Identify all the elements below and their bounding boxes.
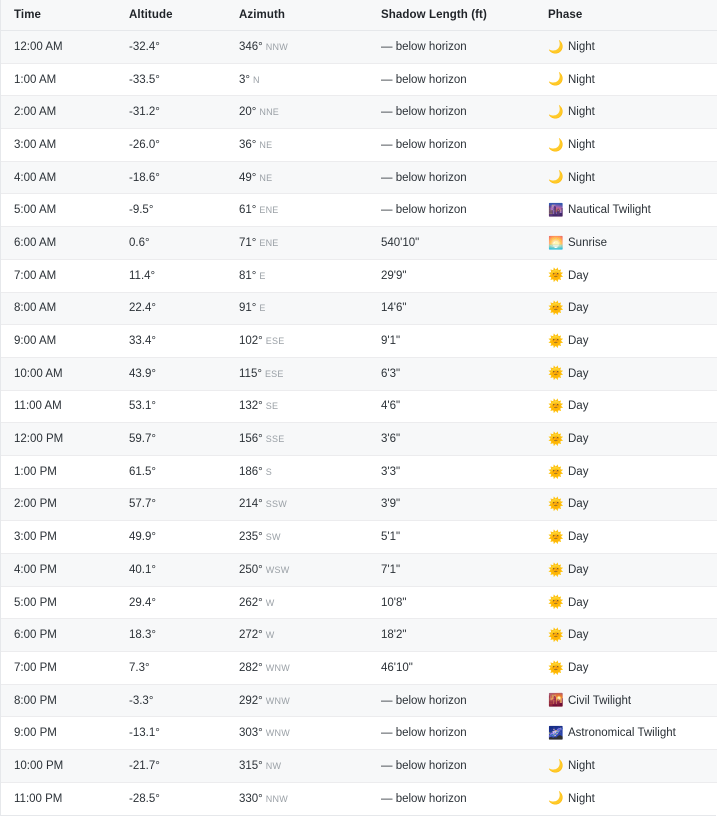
column-header-azimuth[interactable]: Azimuth [226, 0, 368, 31]
azimuth-direction: E [259, 303, 266, 314]
astronomical-twilight-icon: 🌌 [548, 726, 564, 741]
column-header-phase[interactable]: Phase [535, 0, 717, 31]
cell-azimuth [226, 357, 368, 390]
table-row [1, 554, 717, 587]
cell-time: 11:00 PM [1, 782, 116, 814]
cell-time: 1:00 PM [1, 455, 116, 488]
night-icon: 🌙 [548, 39, 564, 54]
cell-time: 1:00 AM [1, 63, 116, 96]
cell-altitude: -31.2° [116, 96, 226, 129]
table-body [1, 31, 717, 815]
phase-label: Day [568, 661, 589, 674]
night-icon: 🌙 [548, 72, 564, 87]
azimuth-direction: WNW [265, 695, 290, 706]
day-icon: 🌞 [548, 268, 564, 283]
column-header-altitude[interactable]: Altitude [116, 0, 226, 31]
table-row [1, 521, 717, 554]
azimuth-degrees: 250° [239, 563, 263, 576]
azimuth-direction: ENE [259, 205, 279, 216]
table-row [1, 750, 717, 783]
table-row [1, 423, 717, 456]
azimuth-direction: SSE [265, 434, 285, 445]
azimuth-degrees: 36° [239, 138, 257, 151]
night-icon: 🌙 [548, 791, 564, 806]
cell-shadow-length: 3'9" [368, 488, 535, 521]
cell-shadow-below-horizon: — below horizon [368, 31, 535, 64]
cell-phase [535, 292, 717, 325]
azimuth-degrees: 71° [239, 236, 257, 249]
azimuth-degrees: 20° [239, 106, 257, 119]
phase-label: Day [568, 629, 589, 642]
azimuth-direction: SSW [265, 499, 287, 510]
cell-azimuth [226, 619, 368, 652]
cell-altitude: 40.1° [116, 554, 226, 587]
azimuth-direction: N [253, 74, 260, 85]
table-row [1, 129, 717, 162]
table-row [1, 292, 717, 325]
phase-label: Sunrise [568, 236, 607, 249]
azimuth-degrees: 235° [239, 531, 263, 544]
civil-twilight-icon: 🌇 [548, 693, 564, 708]
table-row [1, 227, 717, 260]
phase-label: Day [568, 302, 589, 315]
cell-azimuth [226, 129, 368, 162]
cell-phase [535, 325, 717, 358]
phase-cell [548, 662, 717, 675]
table-row [1, 717, 717, 750]
cell-phase [535, 390, 717, 423]
cell-shadow-below-horizon: — below horizon [368, 194, 535, 227]
table-row [1, 161, 717, 194]
azimuth-direction: ENE [259, 237, 279, 248]
phase-label: Day [568, 400, 589, 413]
table-row [1, 194, 717, 227]
phase-label: Day [568, 465, 589, 478]
cell-shadow-below-horizon: — below horizon [368, 750, 535, 783]
cell-altitude: 22.4° [116, 292, 226, 325]
cell-time: 10:00 PM [1, 750, 116, 783]
cell-time: 3:00 AM [1, 129, 116, 162]
cell-time: 2:00 PM [1, 488, 116, 521]
cell-shadow-length: 29'9" [368, 259, 535, 292]
cell-phase [535, 652, 717, 685]
cell-time: 6:00 AM [1, 227, 116, 260]
phase-label: Day [568, 498, 589, 511]
cell-altitude: 49.9° [116, 521, 226, 554]
phase-cell [548, 792, 717, 805]
solar-position-table [1, 0, 717, 815]
cell-altitude: -21.7° [116, 750, 226, 783]
table-row [1, 782, 717, 814]
cell-shadow-length: 7'1" [368, 554, 535, 587]
azimuth-degrees: 49° [239, 171, 257, 184]
day-icon: 🌞 [548, 562, 564, 577]
azimuth-degrees: 91° [239, 302, 257, 315]
azimuth-direction: SE [265, 401, 279, 412]
cell-azimuth [226, 455, 368, 488]
cell-shadow-below-horizon: — below horizon [368, 63, 535, 96]
azimuth-degrees: 282° [239, 661, 263, 674]
phase-label: Night [568, 40, 595, 53]
day-icon: 🌞 [548, 627, 564, 642]
cell-altitude: 61.5° [116, 455, 226, 488]
azimuth-direction: E [259, 270, 266, 281]
phase-cell [548, 302, 717, 315]
phase-cell [548, 433, 717, 446]
table-row [1, 325, 717, 358]
cell-shadow-below-horizon: — below horizon [368, 129, 535, 162]
cell-time: 5:00 PM [1, 586, 116, 619]
cell-altitude: 18.3° [116, 619, 226, 652]
cell-altitude: 59.7° [116, 423, 226, 456]
cell-altitude: 43.9° [116, 357, 226, 390]
azimuth-degrees: 186° [239, 465, 263, 478]
cell-azimuth [226, 652, 368, 685]
azimuth-direction: NNW [265, 41, 288, 52]
cell-time: 5:00 AM [1, 194, 116, 227]
cell-azimuth [226, 259, 368, 292]
cell-shadow-length: 14'6" [368, 292, 535, 325]
table-row [1, 619, 717, 652]
day-icon: 🌞 [548, 333, 564, 348]
cell-phase [535, 129, 717, 162]
phase-label: Day [568, 563, 589, 576]
cell-phase [535, 227, 717, 260]
cell-shadow-below-horizon: — below horizon [368, 161, 535, 194]
cell-azimuth [226, 717, 368, 750]
phase-cell [548, 73, 717, 86]
phase-cell [548, 596, 717, 609]
phase-cell [548, 237, 717, 250]
phase-label: Night [568, 759, 595, 772]
phase-cell [548, 106, 717, 119]
cell-shadow-length: 540'10" [368, 227, 535, 260]
phase-label: Civil Twilight [568, 694, 632, 707]
cell-shadow-length: 46'10" [368, 652, 535, 685]
cell-azimuth [226, 586, 368, 619]
cell-altitude: -13.1° [116, 717, 226, 750]
cell-azimuth [226, 292, 368, 325]
cell-altitude: -3.3° [116, 684, 226, 717]
phase-cell [548, 400, 717, 413]
cell-azimuth [226, 96, 368, 129]
cell-azimuth [226, 63, 368, 96]
azimuth-degrees: 315° [239, 759, 263, 772]
cell-altitude: 53.1° [116, 390, 226, 423]
table-row [1, 31, 717, 64]
table-row [1, 357, 717, 390]
cell-phase [535, 488, 717, 521]
cell-altitude: 7.3° [116, 652, 226, 685]
cell-time: 6:00 PM [1, 619, 116, 652]
night-icon: 🌙 [548, 137, 564, 152]
azimuth-direction: W [265, 597, 275, 608]
cell-altitude: -26.0° [116, 129, 226, 162]
cell-phase [535, 455, 717, 488]
azimuth-degrees: 303° [239, 727, 263, 740]
cell-time: 7:00 AM [1, 259, 116, 292]
phase-cell [548, 269, 717, 282]
table-row [1, 63, 717, 96]
phase-label: Day [568, 335, 589, 348]
phase-cell [548, 139, 717, 152]
azimuth-direction: WNW [265, 728, 290, 739]
table-row [1, 652, 717, 685]
cell-shadow-length: 9'1" [368, 325, 535, 358]
azimuth-degrees: 262° [239, 596, 263, 609]
cell-time: 7:00 PM [1, 652, 116, 685]
cell-shadow-length: 18'2" [368, 619, 535, 652]
azimuth-direction: NW [265, 760, 282, 771]
azimuth-direction: NNE [259, 107, 279, 118]
phase-label: Night [568, 73, 595, 86]
azimuth-degrees: 272° [239, 629, 263, 642]
day-icon: 🌞 [548, 529, 564, 544]
table-header [1, 0, 717, 31]
table-row [1, 586, 717, 619]
azimuth-direction: ESE [265, 336, 285, 347]
day-icon: 🌞 [548, 660, 564, 675]
cell-time: 10:00 AM [1, 357, 116, 390]
cell-shadow-length: 3'3" [368, 455, 535, 488]
cell-phase [535, 782, 717, 814]
cell-phase [535, 31, 717, 64]
cell-time: 8:00 PM [1, 684, 116, 717]
azimuth-direction: W [265, 630, 275, 641]
cell-phase [535, 357, 717, 390]
day-icon: 🌞 [548, 464, 564, 479]
table-header-row [1, 0, 717, 31]
cell-altitude: 29.4° [116, 586, 226, 619]
nautical-twilight-icon: 🌆 [548, 203, 564, 218]
cell-time: 12:00 AM [1, 31, 116, 64]
azimuth-degrees: 3° [239, 73, 250, 86]
table-row [1, 488, 717, 521]
phase-cell [548, 498, 717, 511]
cell-shadow-below-horizon: — below horizon [368, 96, 535, 129]
cell-shadow-length: 3'6" [368, 423, 535, 456]
cell-phase [535, 586, 717, 619]
cell-phase [535, 619, 717, 652]
day-icon: 🌞 [548, 497, 564, 512]
night-icon: 🌙 [548, 170, 564, 185]
phase-cell [548, 564, 717, 577]
cell-shadow-below-horizon: — below horizon [368, 782, 535, 814]
cell-altitude: 33.4° [116, 325, 226, 358]
azimuth-direction: NNW [265, 793, 288, 804]
phase-cell [548, 629, 717, 642]
cell-phase [535, 554, 717, 587]
cell-azimuth [226, 161, 368, 194]
phase-cell [548, 694, 717, 707]
azimuth-degrees: 330° [239, 792, 263, 805]
azimuth-direction: NE [259, 172, 273, 183]
cell-phase [535, 717, 717, 750]
cell-altitude: -33.5° [116, 63, 226, 96]
azimuth-degrees: 81° [239, 269, 257, 282]
cell-altitude: 11.4° [116, 259, 226, 292]
cell-azimuth [226, 390, 368, 423]
azimuth-direction: SW [265, 532, 281, 543]
cell-azimuth [226, 684, 368, 717]
cell-azimuth [226, 31, 368, 64]
phase-label: Day [568, 596, 589, 609]
day-icon: 🌞 [548, 366, 564, 381]
cell-time: 3:00 PM [1, 521, 116, 554]
day-icon: 🌞 [548, 431, 564, 446]
cell-azimuth [226, 227, 368, 260]
cell-time: 8:00 AM [1, 292, 116, 325]
phase-label: Night [568, 171, 595, 184]
cell-phase [535, 521, 717, 554]
cell-azimuth [226, 488, 368, 521]
cell-time: 12:00 PM [1, 423, 116, 456]
cell-shadow-below-horizon: — below horizon [368, 717, 535, 750]
cell-time: 4:00 PM [1, 554, 116, 587]
day-icon: 🌞 [548, 595, 564, 610]
phase-label: Astronomical Twilight [568, 727, 676, 740]
phase-label: Day [568, 367, 589, 380]
cell-time: 9:00 AM [1, 325, 116, 358]
cell-altitude: 57.7° [116, 488, 226, 521]
cell-azimuth [226, 325, 368, 358]
phase-label: Night [568, 792, 595, 805]
cell-phase [535, 161, 717, 194]
night-icon: 🌙 [548, 758, 564, 773]
cell-phase [535, 63, 717, 96]
azimuth-direction: S [265, 466, 272, 477]
cell-phase [535, 684, 717, 717]
azimuth-direction: ESE [264, 368, 284, 379]
table-row [1, 96, 717, 129]
azimuth-direction: WNW [265, 662, 290, 673]
cell-azimuth [226, 194, 368, 227]
cell-phase [535, 423, 717, 456]
phase-cell [548, 171, 717, 184]
cell-phase [535, 194, 717, 227]
day-icon: 🌞 [548, 301, 564, 316]
phase-cell [548, 760, 717, 773]
table-row [1, 390, 717, 423]
cell-shadow-length: 4'6" [368, 390, 535, 423]
azimuth-degrees: 214° [239, 498, 263, 511]
phase-label: Night [568, 106, 595, 119]
cell-altitude: -18.6° [116, 161, 226, 194]
cell-phase [535, 259, 717, 292]
azimuth-degrees: 156° [239, 433, 263, 446]
table-row [1, 455, 717, 488]
cell-shadow-length: 5'1" [368, 521, 535, 554]
cell-altitude: 0.6° [116, 227, 226, 260]
phase-cell [548, 466, 717, 479]
phase-label: Day [568, 531, 589, 544]
column-header-shadow-length[interactable]: Shadow Length (ft) [368, 0, 535, 31]
table-row [1, 259, 717, 292]
azimuth-degrees: 132° [239, 400, 263, 413]
phase-cell [548, 531, 717, 544]
table-row [1, 684, 717, 717]
cell-phase [535, 96, 717, 129]
day-icon: 🌞 [548, 399, 564, 414]
azimuth-direction: WSW [265, 564, 290, 575]
cell-altitude: -32.4° [116, 31, 226, 64]
cell-azimuth [226, 423, 368, 456]
azimuth-degrees: 102° [239, 335, 263, 348]
azimuth-degrees: 292° [239, 694, 263, 707]
cell-shadow-length: 10'8" [368, 586, 535, 619]
azimuth-degrees: 115° [239, 367, 262, 380]
phase-label: Day [568, 433, 589, 446]
phase-cell [548, 335, 717, 348]
phase-cell [548, 727, 717, 740]
azimuth-degrees: 346° [239, 40, 263, 53]
phase-label: Nautical Twilight [568, 204, 651, 217]
sunrise-icon: 🌅 [548, 235, 564, 250]
azimuth-direction: NE [259, 139, 273, 150]
cell-time: 9:00 PM [1, 717, 116, 750]
phase-cell [548, 41, 717, 54]
cell-azimuth [226, 750, 368, 783]
cell-azimuth [226, 554, 368, 587]
cell-shadow-below-horizon: — below horizon [368, 684, 535, 717]
cell-time: 2:00 AM [1, 96, 116, 129]
cell-azimuth [226, 782, 368, 814]
azimuth-degrees: 61° [239, 204, 257, 217]
night-icon: 🌙 [548, 104, 564, 119]
cell-time: 11:00 AM [1, 390, 116, 423]
cell-shadow-length: 6'3" [368, 357, 535, 390]
phase-label: Day [568, 269, 589, 282]
phase-cell [548, 367, 717, 380]
cell-altitude: -28.5° [116, 782, 226, 814]
cell-azimuth [226, 521, 368, 554]
phase-cell [548, 204, 717, 217]
column-header-time[interactable]: Time [1, 0, 116, 31]
cell-altitude: -9.5° [116, 194, 226, 227]
cell-phase [535, 750, 717, 783]
phase-label: Night [568, 138, 595, 151]
cell-time: 4:00 AM [1, 161, 116, 194]
